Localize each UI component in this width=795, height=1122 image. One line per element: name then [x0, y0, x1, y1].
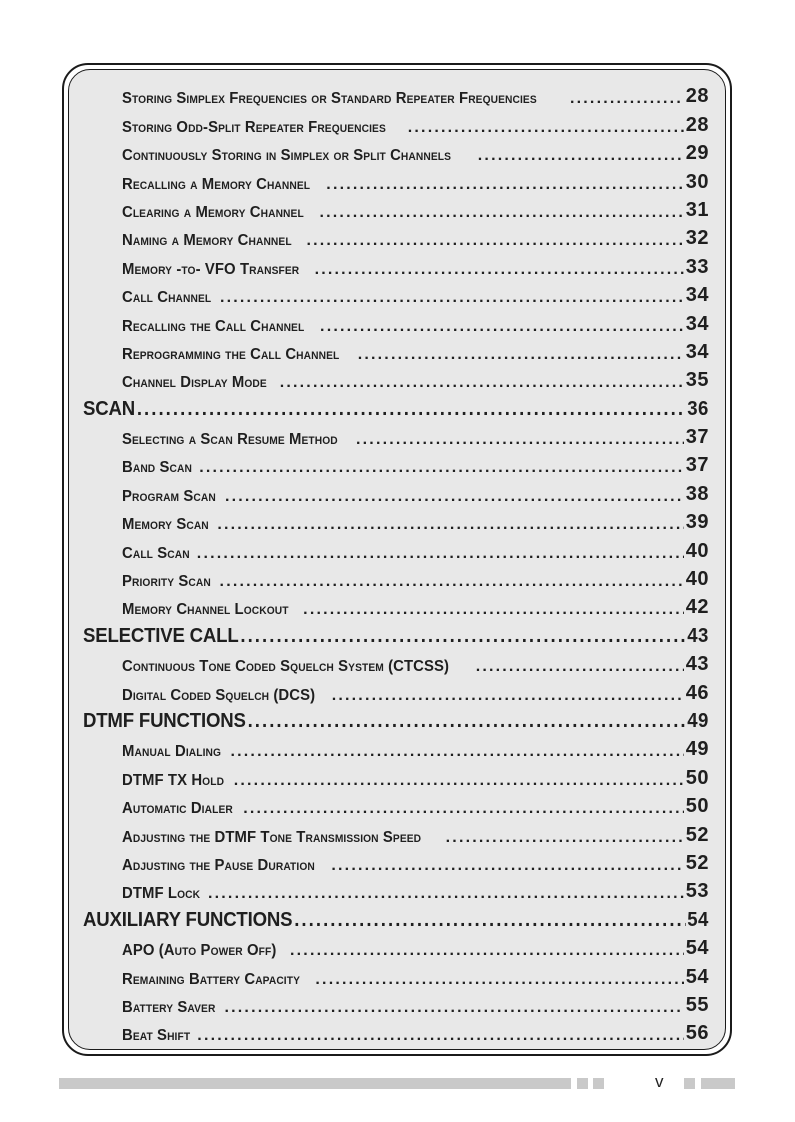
toc-entry-title: Clearing a Memory Channel — [122, 203, 304, 221]
toc-entry[interactable] — [83, 451, 709, 479]
table-of-contents — [83, 82, 709, 1047]
toc-entry-page: 38 — [685, 482, 709, 505]
dot-leader — [408, 119, 684, 139]
toc-entry[interactable] — [83, 849, 709, 877]
toc-entry-page: 30 — [685, 170, 709, 193]
dot-leader — [248, 710, 686, 735]
toc-entry[interactable] — [83, 479, 709, 507]
dot-leader — [356, 431, 684, 451]
toc-entry[interactable] — [83, 1019, 709, 1047]
toc-entry[interactable] — [83, 962, 709, 990]
toc-entry-title: Memory -to- VFO Transfer — [122, 260, 300, 278]
toc-entry[interactable] — [83, 536, 709, 564]
toc-entry-page: 54 — [685, 937, 709, 960]
toc-entry-page: 49 — [687, 709, 709, 732]
dot-leader — [220, 289, 684, 309]
toc-entry[interactable] — [83, 934, 709, 962]
dot-leader — [358, 346, 684, 366]
toc-entry-page: 29 — [685, 142, 709, 165]
dot-leader — [240, 625, 685, 650]
footer-bar-left — [59, 1078, 571, 1089]
toc-entry[interactable] — [83, 991, 709, 1019]
toc-entry-page: 40 — [685, 539, 709, 562]
toc-entry-title: Battery Saver — [122, 998, 216, 1016]
toc-entry-title: Manual Dialing — [122, 743, 222, 761]
dot-leader — [234, 772, 684, 792]
dot-leader — [326, 176, 683, 196]
dot-leader — [306, 232, 683, 252]
toc-entry[interactable] — [83, 82, 709, 110]
toc-entry-page: 39 — [685, 511, 709, 534]
toc-section-entry[interactable] — [83, 621, 709, 649]
dot-leader — [478, 147, 684, 167]
toc-entry-title: DTMF Lock — [122, 885, 201, 903]
toc-entry-page: 28 — [685, 113, 709, 136]
toc-entry-page: 37 — [685, 454, 709, 477]
dot-leader — [280, 374, 684, 394]
toc-entry-page: 37 — [685, 426, 709, 449]
toc-entry-page: 55 — [685, 993, 709, 1016]
page-number: v — [655, 1072, 664, 1091]
dot-leader — [319, 204, 683, 224]
toc-entry-title: Continuous Tone Coded Squelch System (CTCSS) — [122, 658, 450, 676]
toc-entry-page: 54 — [685, 965, 709, 988]
toc-entry-page: 32 — [685, 227, 709, 250]
toc-entry[interactable] — [83, 110, 709, 138]
toc-section-entry[interactable] — [83, 707, 709, 735]
toc-entry[interactable] — [83, 650, 709, 678]
toc-entry[interactable] — [83, 338, 709, 366]
toc-entry-title: Continuously Storing in Simplex or Split Channels — [122, 147, 452, 165]
toc-entry-title: Recalling a Memory Channel — [122, 175, 311, 193]
dot-leader — [320, 318, 684, 338]
dot-leader — [476, 658, 684, 678]
toc-entry-page: 36 — [687, 397, 709, 420]
toc-entry-page: 53 — [685, 880, 709, 903]
toc-entry-title: Adjusting the DTMF Tone Transmission Speed — [122, 828, 422, 846]
toc-entry-page: 49 — [685, 738, 709, 761]
toc-entry-title: Reprogramming the Call Channel — [122, 345, 340, 363]
toc-entry[interactable] — [83, 877, 709, 905]
dot-leader — [570, 90, 684, 110]
toc-entry-title: AUXILIARY FUNCTIONS — [83, 908, 293, 931]
toc-entry[interactable] — [83, 366, 709, 394]
toc-entry-title: Remaining Battery Capacity — [122, 970, 301, 988]
toc-entry-title: DTMF TX Hold — [122, 771, 225, 789]
toc-entry-page: 34 — [685, 284, 709, 307]
toc-entry-title: Call Scan — [122, 544, 190, 562]
footer-square — [684, 1078, 695, 1089]
toc-entry-title: Memory Channel Lockout — [122, 601, 289, 619]
toc-entry-title: Storing Odd-Split Repeater Frequencies — [122, 118, 386, 136]
dot-leader — [303, 601, 684, 621]
dot-leader — [199, 459, 684, 479]
dot-leader — [294, 909, 685, 934]
toc-entry-title: Band Scan — [122, 459, 192, 477]
dot-leader — [290, 942, 684, 962]
toc-entry[interactable] — [83, 820, 709, 848]
dot-leader — [231, 743, 684, 763]
toc-entry-page: 43 — [687, 624, 709, 647]
toc-entry[interactable] — [83, 763, 709, 791]
toc-section-entry[interactable] — [83, 905, 709, 933]
toc-entry-page: 52 — [685, 823, 709, 846]
toc-section-entry[interactable] — [83, 394, 709, 422]
toc-entry[interactable] — [83, 139, 709, 167]
toc-entry-page: 52 — [685, 851, 709, 874]
toc-entry-page: 42 — [685, 596, 709, 619]
toc-entry[interactable] — [83, 309, 709, 337]
toc-entry-page: 34 — [685, 312, 709, 335]
dot-leader — [137, 398, 686, 423]
footer-bar-right — [701, 1078, 735, 1089]
toc-entry[interactable] — [83, 565, 709, 593]
dot-leader — [208, 885, 684, 905]
toc-entry-title: DTMF FUNCTIONS — [83, 709, 246, 732]
dot-leader — [446, 829, 684, 849]
toc-entry[interactable] — [83, 281, 709, 309]
toc-entry-title: Naming a Memory Channel — [122, 232, 292, 250]
toc-entry-title: Recalling the Call Channel — [122, 317, 305, 335]
toc-entry[interactable] — [83, 196, 709, 224]
toc-entry-title: SELECTIVE CALL — [83, 624, 239, 647]
toc-entry-title: Storing Simplex Frequencies or Standard Repeater Frequencies — [122, 90, 537, 108]
toc-entry-page: 56 — [685, 1022, 709, 1045]
toc-entry[interactable] — [83, 792, 709, 820]
toc-entry[interactable] — [83, 593, 709, 621]
toc-entry-page: 40 — [685, 568, 709, 591]
toc-entry-page: 35 — [685, 369, 709, 392]
dot-leader — [197, 545, 684, 565]
toc-entry[interactable] — [83, 735, 709, 763]
toc-entry-page: 33 — [685, 255, 709, 278]
toc-entry[interactable] — [83, 508, 709, 536]
dot-leader — [315, 971, 683, 991]
toc-entry-page: 54 — [687, 908, 709, 931]
toc-entry[interactable] — [83, 678, 709, 706]
dot-leader — [220, 573, 684, 593]
toc-entry-title: SCAN — [83, 397, 135, 420]
toc-entry-title: Call Channel — [122, 289, 212, 307]
toc-entry-title: Beat Shift — [122, 1027, 191, 1045]
toc-entry-page: 46 — [685, 681, 709, 704]
toc-entry[interactable] — [83, 167, 709, 195]
toc-entry-title: APO (Auto Power Off) — [122, 942, 277, 960]
dot-leader — [225, 999, 684, 1019]
toc-entry-page: 34 — [685, 340, 709, 363]
toc-entry[interactable] — [83, 423, 709, 451]
toc-entry-title: Channel Display Mode — [122, 374, 267, 392]
toc-entry[interactable] — [83, 252, 709, 280]
dot-leader — [331, 857, 683, 877]
dot-leader — [315, 261, 684, 281]
dot-leader — [225, 488, 684, 508]
toc-entry-title: Program Scan — [122, 487, 216, 505]
toc-entry-title: Memory Scan — [122, 516, 209, 534]
footer-square — [577, 1078, 588, 1089]
toc-entry-title: Automatic Dialer — [122, 800, 233, 818]
toc-entry-page: 28 — [685, 85, 709, 108]
toc-entry[interactable] — [83, 224, 709, 252]
dot-leader — [217, 516, 683, 536]
dot-leader — [332, 687, 684, 707]
toc-entry-page: 43 — [685, 653, 709, 676]
toc-entry-title: Priority Scan — [122, 573, 211, 591]
footer-square — [593, 1078, 604, 1089]
dot-leader — [197, 1027, 683, 1047]
toc-entry-title: Digital Coded Squelch (DCS) — [122, 686, 316, 704]
toc-entry-title: Adjusting the Pause Duration — [122, 856, 315, 874]
toc-entry-page: 50 — [685, 795, 709, 818]
dot-leader — [243, 800, 684, 820]
toc-entry-page: 31 — [685, 198, 709, 221]
toc-entry-page: 50 — [685, 766, 709, 789]
toc-entry-title: Selecting a Scan Resume Method — [122, 431, 338, 449]
